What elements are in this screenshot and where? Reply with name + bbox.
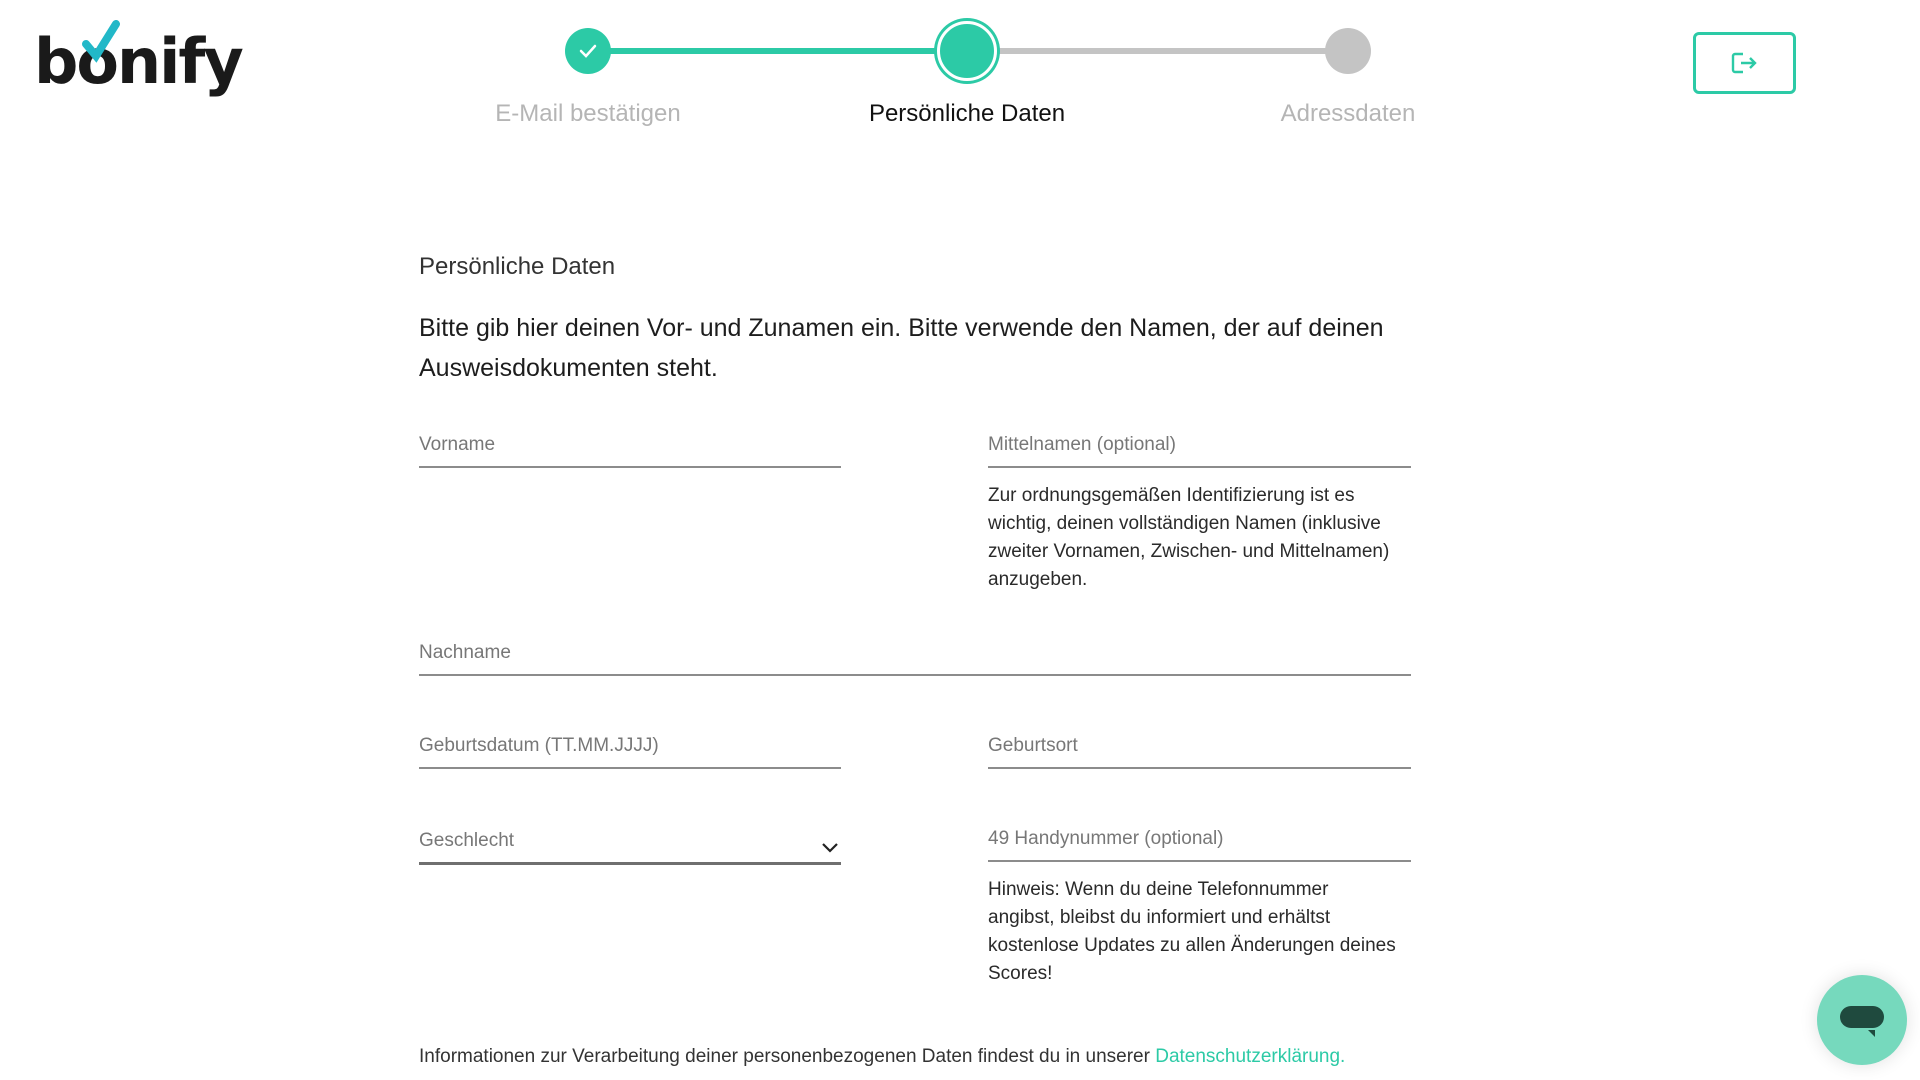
step-label-personal: Persönliche Daten	[868, 100, 1066, 127]
section-title: Persönliche Daten	[419, 253, 616, 280]
logout-icon	[1731, 51, 1759, 75]
intro-text: Bitte gib hier deinen Vor- und Zunamen ein. Bitte verwende den Namen, der auf deinen Ausweisdokumenten steht.	[419, 314, 1384, 382]
privacy-policy-link[interactable]: Datenschutzerklärung.	[1155, 1046, 1346, 1067]
birthplace-input[interactable]	[988, 727, 1411, 769]
birthplace-label: Geburtsort	[988, 735, 1078, 756]
phone-label: 49 Handynummer (optional)	[988, 828, 1224, 849]
phone-input[interactable]	[988, 820, 1411, 862]
middle-name-input[interactable]	[988, 426, 1411, 468]
stepper-progress-done	[588, 48, 967, 54]
step-3-circle	[1325, 28, 1371, 74]
birthdate-label: Geburtsdatum (TT.MM.JJJJ)	[419, 735, 659, 756]
privacy-notice-text: Informationen zur Verarbeitung deiner personenbezogenen Daten findest du in unserer	[419, 1046, 1156, 1067]
gender-select[interactable]	[419, 822, 841, 865]
stepper-progress-remaining	[967, 48, 1348, 54]
birthdate-input[interactable]	[419, 727, 841, 769]
logout-button[interactable]	[1693, 32, 1796, 94]
privacy-notice	[419, 1046, 1345, 1068]
step-1-done-circle	[565, 28, 611, 74]
step-2-active-circle	[937, 21, 997, 81]
last-name-label: Nachname	[419, 642, 511, 663]
check-icon	[577, 40, 599, 62]
middle-name-help: Zur ordnungsgemäßen Identifizierung ist es wichtig, deinen vollständigen Namen (inklusive zweiter Vornamen, Zwischen- und Mittelnamen) anzugeben.	[988, 485, 1390, 590]
first-name-input[interactable]	[419, 426, 841, 468]
chevron-down-icon	[821, 842, 839, 854]
last-name-input[interactable]	[419, 634, 1411, 676]
middle-name-label: Mittelnamen (optional)	[988, 434, 1176, 455]
bonify-logo[interactable]: bo nify	[34, 25, 242, 98]
gender-label: Geschlecht	[419, 830, 515, 851]
phone-help: Hinweis: Wenn du deine Telefonnummer angibst, bleibst du informiert und erhältst kostenlose Updates zu allen Änderungen deines Scores!	[988, 879, 1396, 984]
chat-button[interactable]	[1817, 975, 1907, 1065]
first-name-label: Vorname	[419, 434, 496, 455]
step-label-email: E-Mail bestätigen	[495, 100, 681, 127]
chat-bubble-icon	[1838, 1000, 1886, 1040]
step-label-address: Adressdaten	[1280, 100, 1416, 127]
